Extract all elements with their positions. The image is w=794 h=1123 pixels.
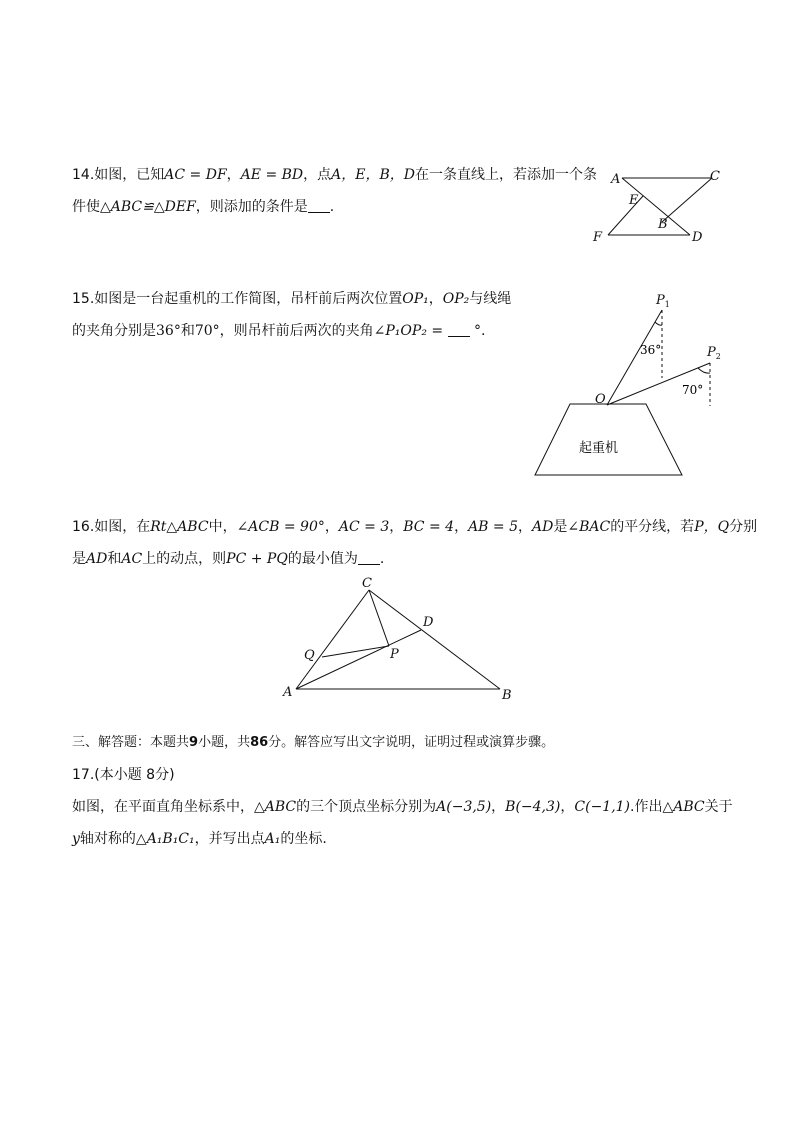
q17-math-y: y: [72, 831, 80, 847]
q14-label-d: D: [692, 230, 703, 245]
q14-line1: [72, 165, 597, 185]
q14-line2: [72, 197, 334, 217]
q15-text: 与线绳: [469, 291, 512, 307]
q14-label-a: A: [611, 172, 621, 187]
q16-sep: ，: [324, 519, 339, 535]
section-score: 86: [250, 735, 269, 750]
q17-point-c: C(−1,1): [574, 799, 631, 815]
q16-math-bc: BC = 4: [403, 519, 455, 535]
q17-math-a1: A₁: [264, 831, 281, 847]
q14-label-f: F: [593, 230, 603, 245]
section-text: 三、解答题：本题共: [72, 735, 190, 750]
q16-text: 的最小值为: [287, 551, 358, 567]
q17-text: 关于: [704, 799, 733, 815]
q17-line2: [72, 829, 327, 849]
q17-text: 的坐标.: [280, 831, 327, 847]
q16-text: 是: [72, 551, 86, 567]
q15-label-p2: $P_2$: [707, 345, 721, 361]
q16-label-b: B: [502, 688, 512, 703]
q17-text: .作出: [630, 799, 663, 815]
q17-text: 的三个顶点坐标分别为: [296, 799, 437, 815]
q16-math-pq: P，Q: [694, 519, 730, 535]
q14-text: 14.如图，已知: [72, 167, 165, 183]
q16-text: 中，: [208, 519, 237, 535]
q16-text: 分别: [729, 519, 758, 535]
q16-text: 和: [107, 551, 122, 567]
q16-math-angle-acb: ∠ACB = 90°: [236, 519, 325, 535]
section-text: 分。解答应写出文字说明，证明过程或演算步骤。: [268, 735, 555, 750]
q17-line1: [72, 797, 733, 817]
q16-line1: [72, 517, 757, 537]
q17-text: 如图，在平面直角坐标系中，: [72, 799, 254, 815]
q17-sep: ，: [491, 799, 506, 815]
q15-line1: [72, 289, 511, 309]
q14-label-e: E: [629, 193, 639, 208]
q14-label-b: B: [658, 217, 668, 232]
q15-angle-70: 70°: [194, 323, 220, 339]
q16-math-ad: AD: [86, 551, 108, 567]
q16-seg-cp: [369, 590, 389, 646]
q16-math-expression: PC + PQ: [226, 551, 288, 567]
q15-angle-36: 36°: [156, 323, 181, 339]
q17-math-triangle: △ABC: [662, 799, 705, 815]
q14-math-ae-bd: AE = BD: [240, 167, 304, 183]
q15-math-angle: ∠P₁OP₂ =: [373, 323, 444, 339]
q15-sep: ，: [428, 291, 443, 307]
q17-point-b: B(−4,3): [505, 799, 561, 815]
q16-label-p: P: [390, 647, 399, 662]
q16-math-ab: AB = 5: [468, 519, 518, 535]
q15-label-36: 36°: [640, 343, 662, 357]
q14-math-ac-df: AC = DF: [164, 167, 227, 183]
q14-text: .: [329, 199, 335, 215]
q16-text: 的平分线，若: [610, 519, 695, 535]
q17-text: ，并写出点: [194, 831, 265, 847]
q17-text: 轴对称的: [79, 831, 136, 847]
q15-label-70: 70°: [682, 383, 704, 397]
q15-text: °.: [474, 323, 486, 339]
q16-label-d: D: [423, 615, 434, 630]
q15-text: ，则吊杆前后两次的夹角: [219, 323, 374, 339]
q15-crane-label: 起重机: [579, 441, 619, 456]
q17-sep: ，: [560, 799, 575, 815]
q15-arc2: [698, 368, 710, 373]
q15-math-op1: OP₁: [402, 291, 429, 307]
q15-text: 和: [180, 323, 195, 339]
q16-text: 16.如图，在: [72, 519, 151, 535]
q16-answer-blank[interactable]: [358, 550, 380, 565]
q15-line2: [72, 321, 485, 341]
q14-text: 件使: [72, 199, 100, 215]
q14-math-points: A，E，B，D: [331, 167, 415, 183]
q16-text: .: [379, 551, 385, 567]
q14-seg-cb: [662, 178, 712, 222]
q16-seg-cb: [369, 590, 500, 689]
q17-point-a: A(−3,5): [436, 799, 492, 815]
q15-text: 的夹角分别是: [72, 323, 156, 339]
q16-text: 是: [553, 519, 568, 535]
q17-heading: 17.(本小题 8分): [72, 767, 175, 783]
q15-text: 15.如图是一台起重机的工作简图，吊杆前后两次位置: [72, 291, 403, 307]
q16-math-angle-bac: ∠BAC: [567, 519, 611, 535]
q15-boom-op1: [607, 310, 662, 405]
q16-math-ad: AD: [532, 519, 554, 535]
q16-seg-ac: [296, 590, 369, 689]
q15-math-op2: OP₂: [442, 291, 470, 307]
q16-figure: [280, 575, 520, 705]
q16-sep: ，: [454, 519, 469, 535]
q16-seg-ad: [296, 630, 421, 689]
q16-seg-qp: [322, 646, 389, 657]
section-heading: [72, 733, 554, 753]
q14-math-congruence: △ABC≌△DEF: [100, 199, 196, 215]
section-text: 小题，共: [198, 735, 251, 750]
q16-text: 上的动点，则: [142, 551, 227, 567]
q16-line2: [72, 549, 384, 569]
q14-text: 在一条直线上，若添加一个条: [415, 167, 597, 183]
q15-crane-base: [535, 404, 682, 475]
q15-figure: [530, 288, 730, 478]
q14-sep: ，: [226, 167, 241, 183]
q16-sep: ，: [518, 519, 532, 535]
q16-math-rt-triangle: Rt△ABC: [150, 519, 209, 535]
q14-label-c: C: [710, 169, 720, 184]
q14-answer-blank[interactable]: [308, 198, 330, 213]
q16-sep: ，: [389, 519, 404, 535]
q17-math-triangle: △ABC: [254, 799, 297, 815]
q15-label-o: O: [595, 392, 606, 407]
q14-text: ，点: [303, 167, 332, 183]
q15-arc1: [655, 322, 662, 325]
q16-math-ac: AC: [121, 551, 143, 567]
q15-label-p1: $P_1$: [656, 293, 670, 309]
q14-figure: [590, 160, 730, 250]
q16-label-q: Q: [304, 648, 315, 663]
q16-label-a: A: [283, 685, 293, 700]
q14-text: ，则添加的条件是: [195, 199, 308, 215]
q16-math-ac: AC = 3: [338, 519, 390, 535]
section-count: 9: [189, 735, 199, 750]
q17-math-triangle-a1b1c1: △A₁B₁C₁: [135, 831, 195, 847]
q16-label-c: C: [362, 576, 372, 591]
q15-answer-blank[interactable]: [448, 322, 470, 337]
